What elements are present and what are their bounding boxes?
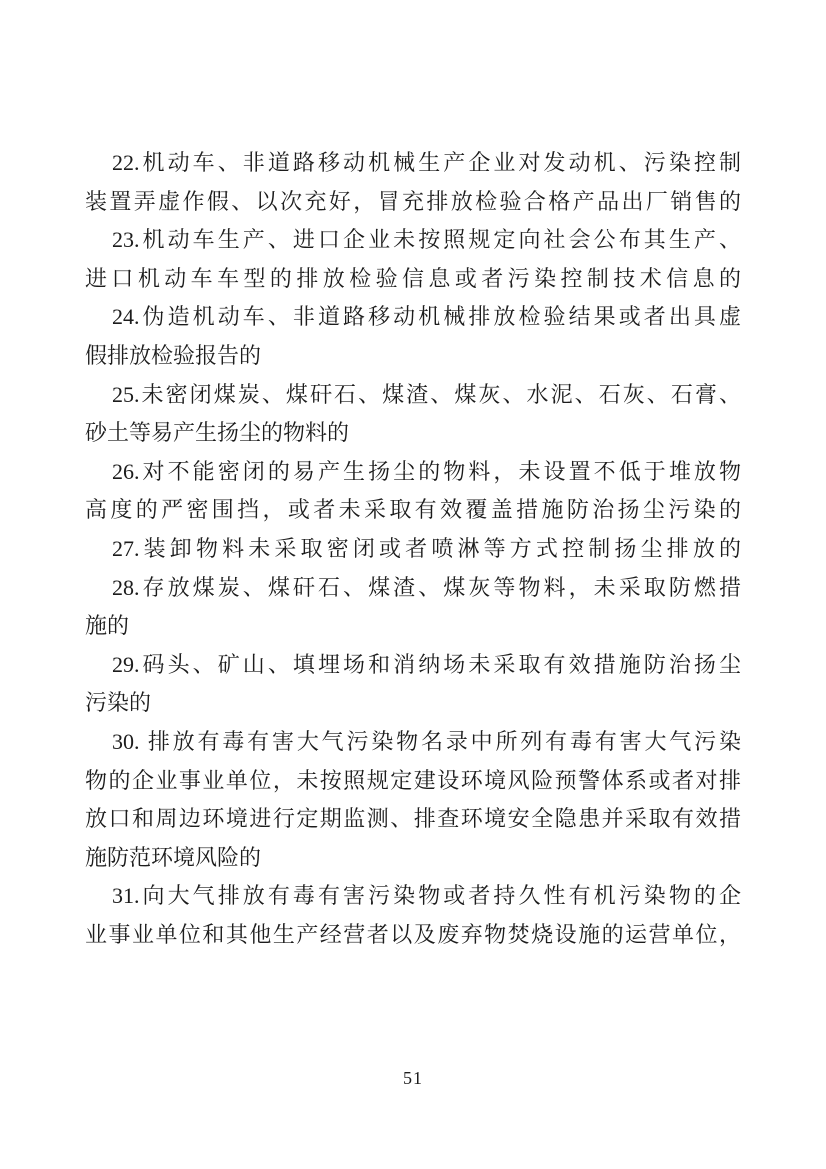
text-block bbox=[85, 144, 741, 954]
text-line: 25.未密闭煤炭、煤矸石、煤渣、煤灰、水泥、石灰、石膏、 bbox=[112, 381, 741, 407]
text-line: 假排放检验报告的 bbox=[85, 342, 262, 368]
text-line: 施的 bbox=[85, 613, 130, 639]
text-line: 24.伪造机动车、非道路移动机械排放检验结果或者出具虚 bbox=[112, 304, 741, 330]
text-line: 28.存放煤炭、煤矸石、煤渣、煤灰等物料，未采取防燃措 bbox=[112, 574, 741, 600]
text-line: 施防范环境风险的 bbox=[85, 844, 262, 870]
text-line: 30. 排放有毒有害大气污染物名录中所列有毒有害大气污染 bbox=[112, 728, 741, 754]
text-line: 进口机动车车型的排放检验信息或者污染控制技术信息的 bbox=[85, 265, 741, 291]
text-line: 放口和周边环境进行定期监测、排查环境安全隐患并采取有效措 bbox=[85, 806, 741, 832]
page-number: 51 bbox=[403, 1068, 423, 1088]
text-line: 业事业单位和其他生产经营者以及废弃物焚烧设施的运营单位， bbox=[85, 921, 741, 947]
text-line: 污染的 bbox=[85, 690, 152, 716]
text-line: 22.机动车、非道路移动机械生产企业对发动机、污染控制 bbox=[112, 150, 741, 175]
text-line: 物的企业事业单位，未按照规定建设环境风险预警体系或者对排 bbox=[85, 767, 741, 793]
text-line: 31.向大气排放有毒有害污染物或者持久性有机污染物的企 bbox=[112, 883, 741, 909]
text-line: 23.机动车生产、进口企业未按照规定向社会公布其生产、 bbox=[112, 227, 741, 253]
text-line: 26.对不能密闭的易产生扬尘的物料，未设置不低于堆放物 bbox=[112, 458, 741, 484]
text-line: 装置弄虚作假、以次充好，冒充排放检验合格产品出厂销售的 bbox=[85, 188, 741, 214]
text-line: 砂土等易产生扬尘的物料的 bbox=[85, 420, 350, 446]
text-line: 29.码头、矿山、填埋场和消纳场未采取有效措施防治扬尘 bbox=[112, 651, 741, 677]
text-line: 27.装卸物料未采取密闭或者喷淋等方式控制扬尘排放的 bbox=[112, 535, 741, 561]
text-line: 高度的严密围挡，或者未采取有效覆盖措施防治扬尘污染的 bbox=[85, 497, 741, 523]
